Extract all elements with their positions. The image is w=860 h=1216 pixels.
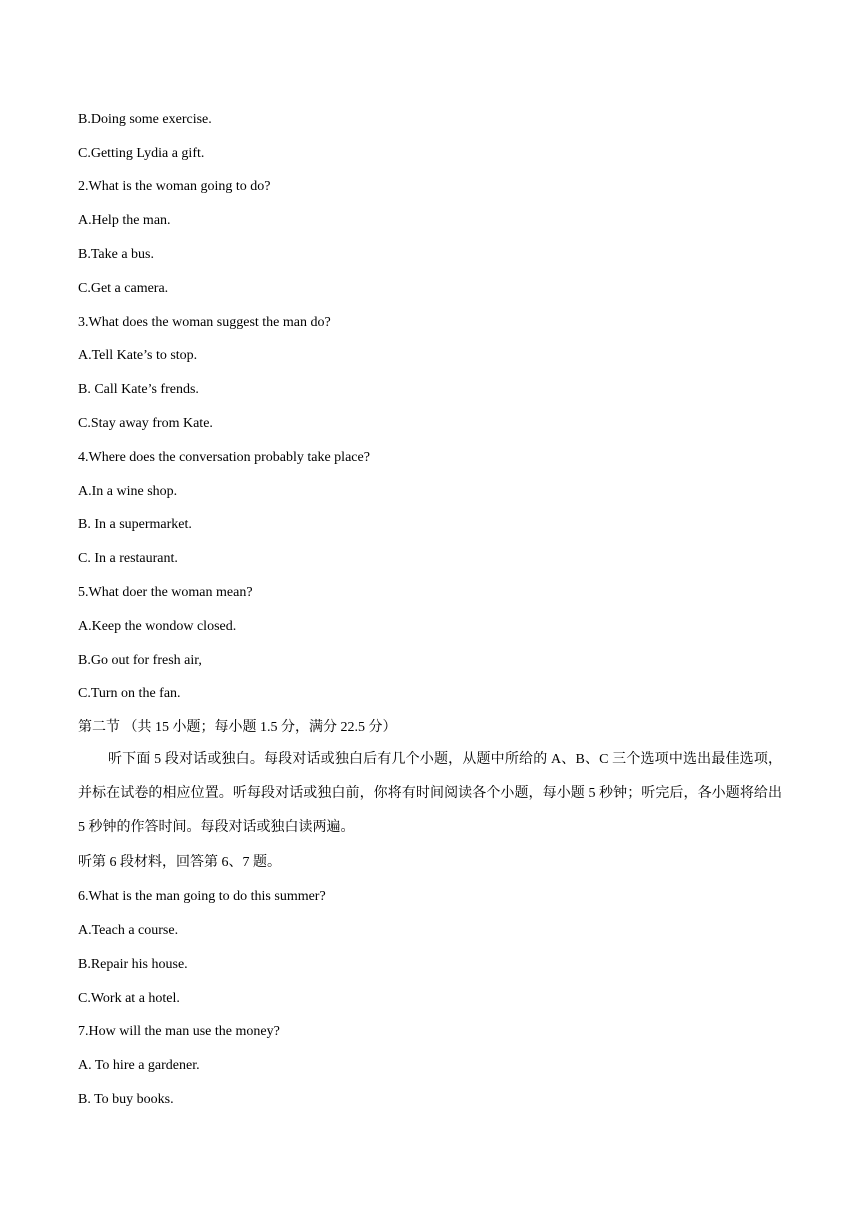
option-6b: B.Repair his house. <box>78 957 188 972</box>
option-6c: C.Work at a hotel. <box>78 991 180 1006</box>
question-6: 6.What is the man going to do this summer? <box>78 889 326 904</box>
option-5b: B.Go out for fresh air, <box>78 653 202 668</box>
section-instructions: 听下面 5 段对话或独白。每段对话或独白后有几个小题，从题中所给的 A、B、C 三个选项中选出最佳选项，并标在试卷的相应位置。听每段对话或独白前，你将有时间阅读各个小题，每小题 5 秒钟；听完后，各小题将给出 5 秒钟的作答时间。每段对话或独白读两遍。 <box>78 752 782 835</box>
material-6-heading: 听第 6 段材料，回答第 6、7 题。 <box>78 855 281 870</box>
question-2: 2.What is the woman going to do? <box>78 179 271 194</box>
question-3: 3.What does the woman suggest the man do? <box>78 315 331 330</box>
option-3b: B. Call Kate’s frends. <box>78 382 199 397</box>
option-4b: B. In a supermarket. <box>78 517 192 532</box>
option-6a: A.Teach a course. <box>78 923 179 938</box>
option-5c: C.Turn on the fan. <box>78 686 181 701</box>
option-2b: B.Take a bus. <box>78 247 155 262</box>
question-5: 5.What doer the woman mean? <box>78 585 253 600</box>
option-4a: A.In a wine shop. <box>78 484 178 499</box>
option-7b: B. To buy books. <box>78 1092 174 1107</box>
option-4c: C. In a restaurant. <box>78 551 178 566</box>
section-heading: 第二节 （共 15 小题；每小题 1.5 分，满分 22.5 分） <box>78 720 397 735</box>
option-3c: C.Stay away from Kate. <box>78 416 213 431</box>
option-1b: B.Doing some exercise. <box>78 112 212 127</box>
question-4: 4.Where does the conversation probably take place? <box>78 450 370 465</box>
option-2c: C.Get a camera. <box>78 281 169 296</box>
option-1c: C.Getting Lydia a gift. <box>78 146 205 161</box>
option-7a: A. To hire a gardener. <box>78 1058 200 1073</box>
option-2a: A.Help the man. <box>78 213 171 228</box>
question-7: 7.How will the man use the money? <box>78 1024 280 1039</box>
option-3a: A.Tell Kate’s to stop. <box>78 348 198 363</box>
option-5a: A.Keep the wondow closed. <box>78 619 237 634</box>
